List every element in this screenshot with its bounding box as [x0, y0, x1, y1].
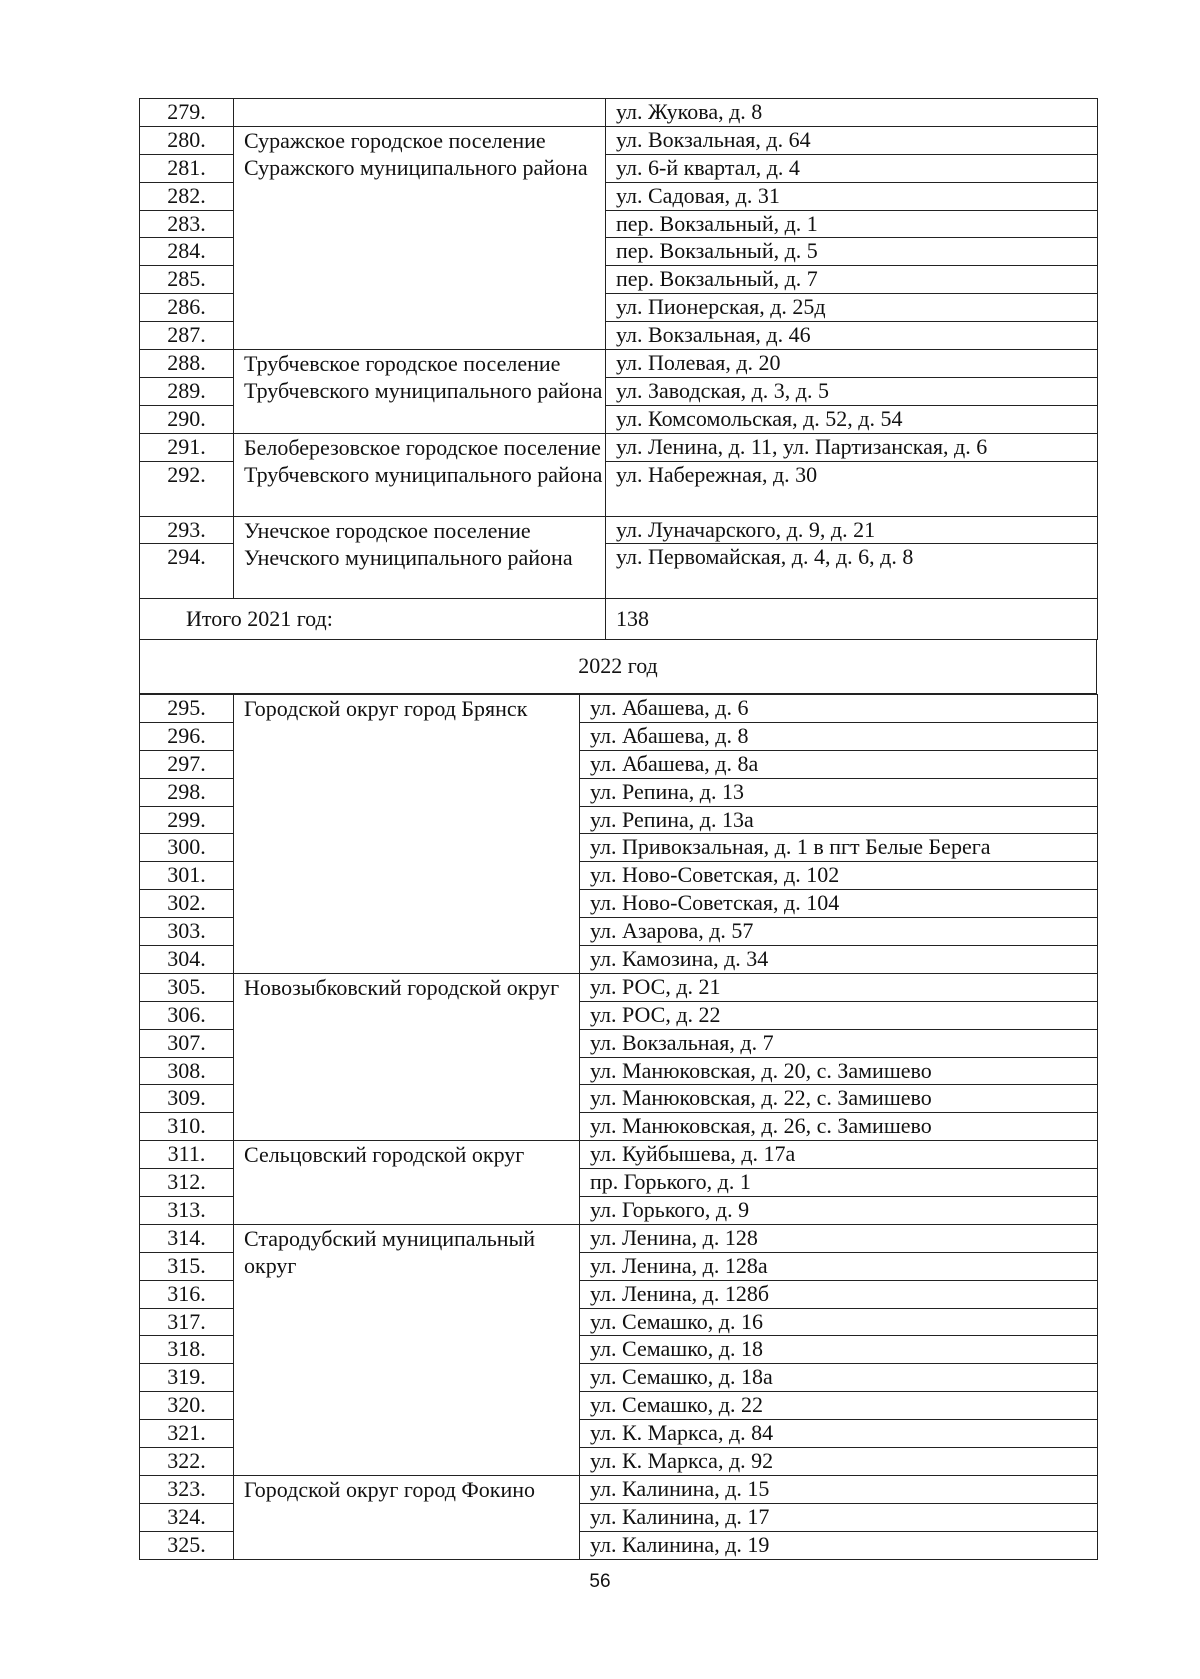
- municipality-unecha: Унечское городское поселение Унечского муниципального района: [234, 516, 606, 599]
- row-number: 313.: [140, 1197, 234, 1225]
- row-number: 314.: [140, 1224, 234, 1252]
- row-number: 297.: [140, 750, 234, 778]
- row-number: 300.: [140, 834, 234, 862]
- address-cell: ул. Ленина, д. 128а: [580, 1252, 1098, 1280]
- total-label: Итого 2021 год:: [140, 599, 606, 640]
- address-cell: ул. Горького, д. 9: [580, 1197, 1098, 1225]
- table-row: [140, 516, 1098, 544]
- municipality-starodub: Стародубский муниципальный округ: [234, 1224, 580, 1475]
- address-cell: ул. Вокзальная, д. 7: [580, 1029, 1098, 1057]
- row-number: 292.: [140, 461, 234, 516]
- row-number: 293.: [140, 516, 234, 544]
- address-cell: ул. Полевая, д. 20: [606, 350, 1098, 378]
- table-row: [140, 126, 1098, 154]
- row-number: 309.: [140, 1085, 234, 1113]
- page-number: 56: [589, 1571, 611, 1592]
- address-cell: ул. Абашева, д. 6: [580, 695, 1098, 723]
- row-number: 287.: [140, 322, 234, 350]
- address-cell: ул. Абашева, д. 8а: [580, 750, 1098, 778]
- row-number: 317.: [140, 1308, 234, 1336]
- total-row: [140, 599, 1098, 640]
- municipality-trubchevsk: Трубчевское городское поселение Трубчевского муниципального района: [234, 350, 606, 434]
- address-cell: ул. Репина, д. 13а: [580, 806, 1098, 834]
- table-row: [140, 695, 1098, 723]
- address-cell: ул. Садовая, д. 31: [606, 182, 1098, 210]
- row-number: 319.: [140, 1364, 234, 1392]
- address-cell: ул. Калинина, д. 19: [580, 1531, 1098, 1559]
- address-cell: ул. Первомайская, д. 4, д. 6, д. 8: [606, 544, 1098, 599]
- table-row: [140, 99, 1098, 127]
- table-2021: [139, 98, 1098, 640]
- row-number: 289.: [140, 377, 234, 405]
- row-number: 316.: [140, 1280, 234, 1308]
- row-number: 321.: [140, 1420, 234, 1448]
- row-number: 280.: [140, 126, 234, 154]
- row-number: 299.: [140, 806, 234, 834]
- address-cell: ул. Привокзальная, д. 1 в пгт Белые Берега: [580, 834, 1098, 862]
- address-cell: ул. 6-й квартал, д. 4: [606, 154, 1098, 182]
- row-number: 304.: [140, 946, 234, 974]
- row-number: 286.: [140, 294, 234, 322]
- address-cell: пер. Вокзальный, д. 1: [606, 210, 1098, 238]
- row-number: 284.: [140, 238, 234, 266]
- row-number: 307.: [140, 1029, 234, 1057]
- row-number: 301.: [140, 862, 234, 890]
- row-number: 324.: [140, 1503, 234, 1531]
- row-number: 288.: [140, 350, 234, 378]
- address-cell: ул. Жукова, д. 8: [606, 99, 1098, 127]
- row-number: 323.: [140, 1475, 234, 1503]
- row-number: 298.: [140, 778, 234, 806]
- row-number: 303.: [140, 918, 234, 946]
- table-2022: [139, 694, 1098, 1560]
- row-number: 294.: [140, 544, 234, 599]
- row-number: 291.: [140, 433, 234, 461]
- address-cell: ул. Репина, д. 13: [580, 778, 1098, 806]
- address-cell: ул. К. Маркса, д. 92: [580, 1448, 1098, 1476]
- address-cell: пер. Вокзальный, д. 5: [606, 238, 1098, 266]
- row-number: 279.: [140, 99, 234, 127]
- address-cell: ул. Вокзальная, д. 64: [606, 126, 1098, 154]
- address-cell: ул. Манюковская, д. 22, с. Замишево: [580, 1085, 1098, 1113]
- address-cell: ул. Семашко, д. 22: [580, 1392, 1098, 1420]
- row-number: 318.: [140, 1336, 234, 1364]
- address-cell: ул. Пионерская, д. 25д: [606, 294, 1098, 322]
- address-cell: ул. Семашко, д. 16: [580, 1308, 1098, 1336]
- row-number: 295.: [140, 695, 234, 723]
- row-number: 283.: [140, 210, 234, 238]
- table-row: [140, 1141, 1098, 1169]
- municipality-fokino: Городской округ город Фокино: [234, 1475, 580, 1559]
- address-cell: ул. Луначарского, д. 9, д. 21: [606, 516, 1098, 544]
- address-cell: ул. Заводская, д. 3, д. 5: [606, 377, 1098, 405]
- row-number: 302.: [140, 890, 234, 918]
- address-cell: ул. РОС, д. 22: [580, 1001, 1098, 1029]
- address-cell: ул. Ленина, д. 11, ул. Партизанская, д. 6: [606, 433, 1098, 461]
- address-cell: ул. Калинина, д. 15: [580, 1475, 1098, 1503]
- address-cell: ул. Комсомольская, д. 52, д. 54: [606, 405, 1098, 433]
- table-row: [140, 350, 1098, 378]
- row-number: 312.: [140, 1169, 234, 1197]
- row-number: 310.: [140, 1113, 234, 1141]
- total-value: 138: [606, 599, 1098, 640]
- row-number: 290.: [140, 405, 234, 433]
- table-row: [140, 1475, 1098, 1503]
- municipality-beloberezovsk: Белоберезовское городское поселение Трубчевского муниципального района: [234, 433, 606, 516]
- row-number: 305.: [140, 973, 234, 1001]
- address-cell: ул. Ленина, д. 128: [580, 1224, 1098, 1252]
- row-number: 315.: [140, 1252, 234, 1280]
- address-cell: ул. Набережная, д. 30: [606, 461, 1098, 516]
- year-heading: 2022 год: [139, 640, 1097, 694]
- address-cell: ул. Вокзальная, д. 46: [606, 322, 1098, 350]
- address-cell: ул. Ново-Советская, д. 104: [580, 890, 1098, 918]
- table-row: [140, 433, 1098, 461]
- row-number: 308.: [140, 1057, 234, 1085]
- municipality-novozybkov: Новозыбковский городской округ: [234, 973, 580, 1140]
- row-number: 311.: [140, 1141, 234, 1169]
- address-cell: пр. Горького, д. 1: [580, 1169, 1098, 1197]
- row-number: 306.: [140, 1001, 234, 1029]
- row-number: 296.: [140, 722, 234, 750]
- address-cell: пер. Вокзальный, д. 7: [606, 266, 1098, 294]
- address-cell: ул. Ново-Советская, д. 102: [580, 862, 1098, 890]
- row-number: 285.: [140, 266, 234, 294]
- address-cell: ул. Семашко, д. 18: [580, 1336, 1098, 1364]
- municipality-cell: [234, 99, 606, 127]
- address-cell: ул. Ленина, д. 128б: [580, 1280, 1098, 1308]
- municipality-seltso: Сельцовский городской округ: [234, 1141, 580, 1225]
- row-number: 320.: [140, 1392, 234, 1420]
- address-cell: ул. Семашко, д. 18а: [580, 1364, 1098, 1392]
- address-cell: ул. РОС, д. 21: [580, 973, 1098, 1001]
- address-cell: ул. Абашева, д. 8: [580, 722, 1098, 750]
- row-number: 281.: [140, 154, 234, 182]
- table-row: [140, 1224, 1098, 1252]
- row-number: 282.: [140, 182, 234, 210]
- municipality-surazh: Суражское городское поселение Суражского муниципального района: [234, 126, 606, 349]
- address-cell: ул. Манюковская, д. 20, с. Замишево: [580, 1057, 1098, 1085]
- address-cell: ул. Манюковская, д. 26, с. Замишево: [580, 1113, 1098, 1141]
- table-row: [140, 973, 1098, 1001]
- address-cell: ул. Камозина, д. 34: [580, 946, 1098, 974]
- address-cell: ул. Калинина, д. 17: [580, 1503, 1098, 1531]
- address-cell: ул. К. Маркса, д. 84: [580, 1420, 1098, 1448]
- row-number: 322.: [140, 1448, 234, 1476]
- address-cell: ул. Азарова, д. 57: [580, 918, 1098, 946]
- municipality-bryansk: Городской округ город Брянск: [234, 695, 580, 974]
- address-cell: ул. Куйбышева, д. 17а: [580, 1141, 1098, 1169]
- row-number: 325.: [140, 1531, 234, 1559]
